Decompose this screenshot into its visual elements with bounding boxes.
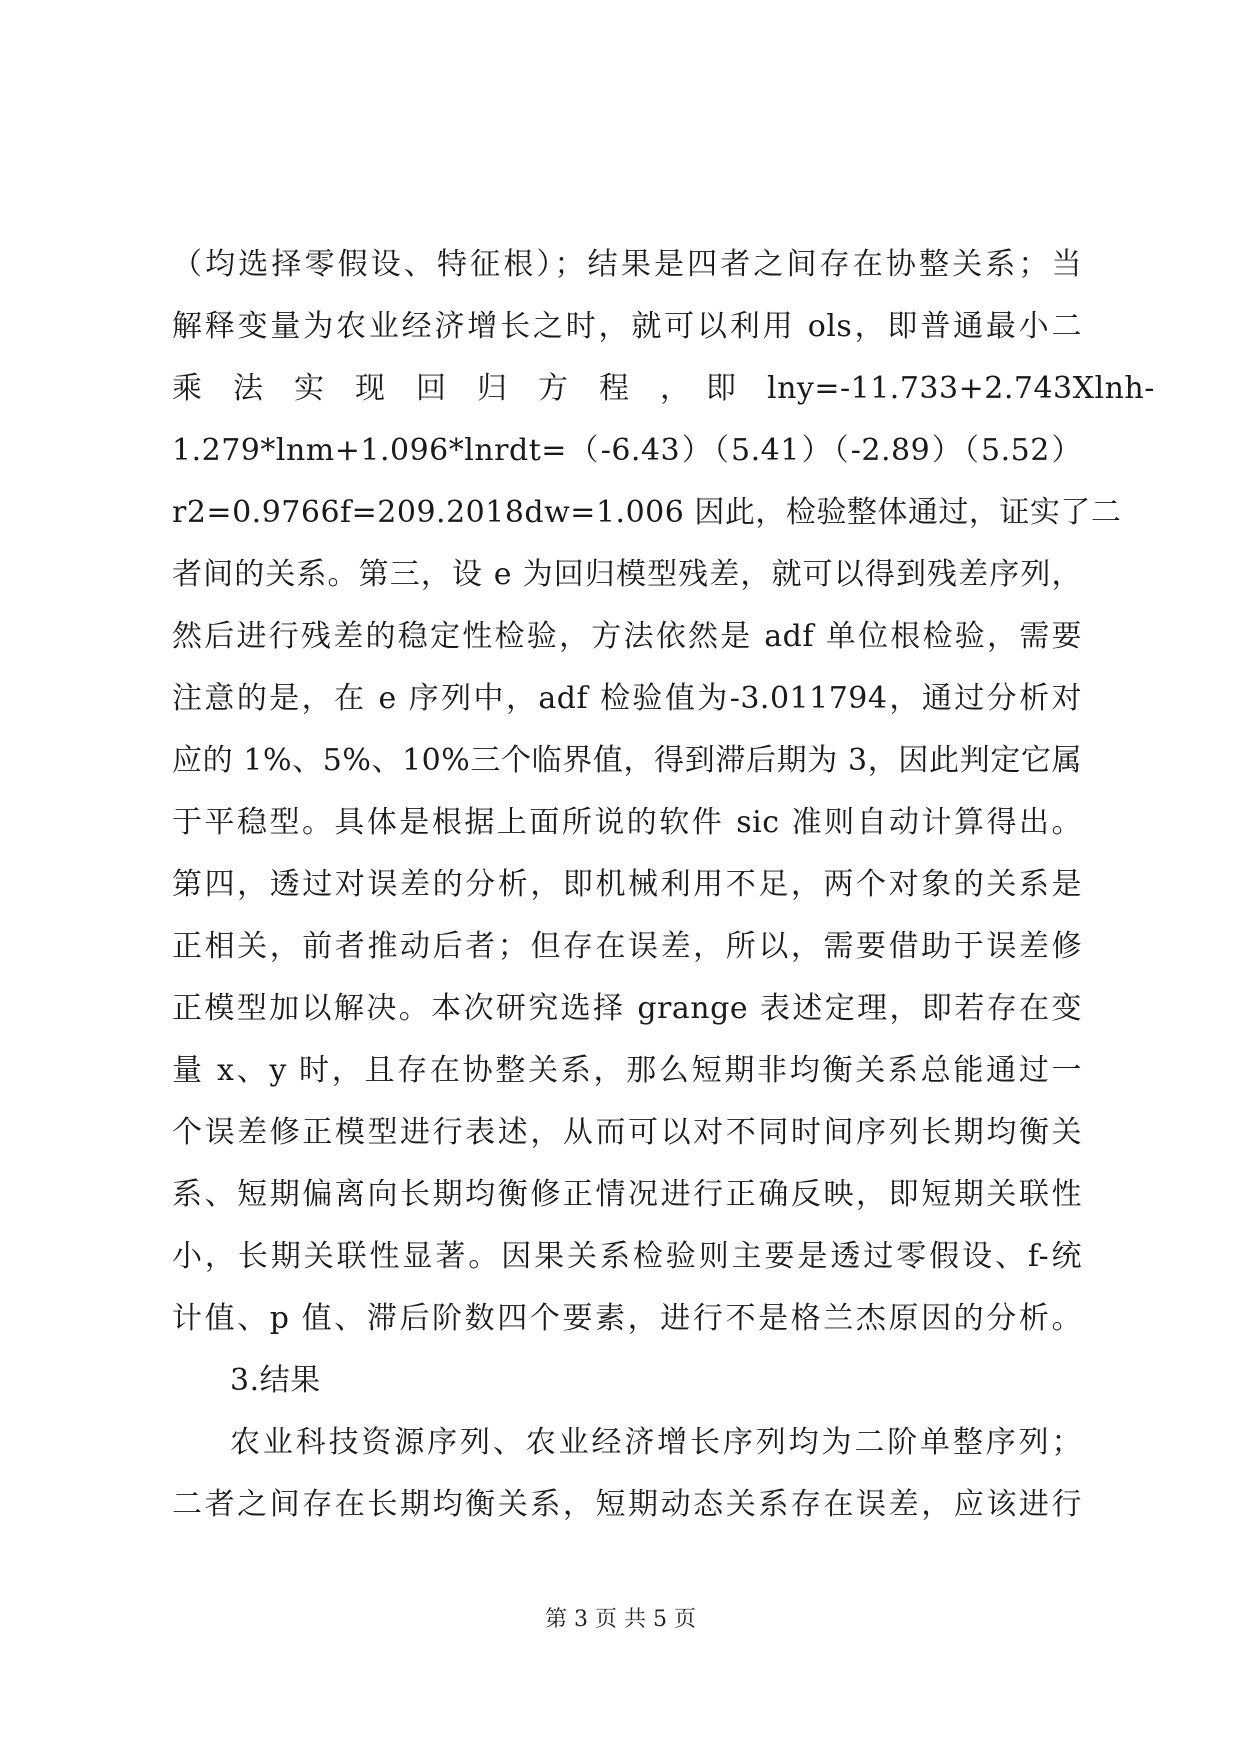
text-line: 系、短期偏离向长期均衡修正情况进行正确反映，即短期关联性 <box>172 1177 1082 1212</box>
text-line: 应的 1%、5%、10%三个临界值，得到滞后期为 3，因此判定它属 <box>172 743 1082 778</box>
text-line: 个误差修正模型进行表述，从而可以对不同时间序列长期均衡关 <box>172 1115 1082 1150</box>
text-line: 解释变量为农业经济增长之时，就可以利用 ols，即普通最小二 <box>172 309 1082 344</box>
text-line: 第四，透过对误差的分析，即机械利用不足，两个对象的关系是 <box>172 867 1082 902</box>
text-line: 注意的是，在 e 序列中，adf 检验值为-3.011794，通过分析对 <box>172 681 1082 716</box>
text-line: 正模型加以解决。本次研究选择 grange 表述定理，即若存在变 <box>172 991 1082 1026</box>
text-line: 正相关，前者推动后者；但存在误差，所以，需要借助于误差修 <box>172 929 1082 964</box>
text-line: 然后进行残差的稳定性检验，方法依然是 adf 单位根检验，需要 <box>172 619 1082 654</box>
text-line: 小，长期关联性显著。因果关系检验则主要是透过零假设、f-统 <box>172 1239 1082 1274</box>
text-line: （均选择零假设、特征根）；结果是四者之间存在协整关系；当 <box>172 247 1082 282</box>
text-line: 量 x、y 时，且存在协整关系，那么短期非均衡关系总能通过一 <box>172 1053 1082 1088</box>
section-heading: 3.结果 <box>230 1363 321 1398</box>
text-line: 农业科技资源序列、农业经济增长序列均为二阶单整序列； <box>230 1425 1082 1460</box>
body-text <box>172 234 1155 1536</box>
text-line: 者间的关系。第三，设 e 为回归模型残差，就可以得到残差序列， <box>172 557 1082 592</box>
text-line: 于平稳型。具体是根据上面所说的软件 sic 准则自动计算得出。 <box>172 805 1082 840</box>
page-number-footer: 第 3 页 共 5 页 <box>545 1607 696 1632</box>
text-line: 乘 法 实 现 回 归 方 程 ， 即 lny=-11.733+2.743Xlnh- <box>172 371 1155 406</box>
text-line: r2=0.9766f=209.2018dw=1.006 因此，检验整体通过，证实了二 <box>172 495 1122 530</box>
text-line: 1.279*lnm+1.096*lnrdt=（-6.43）（5.41）（-2.89）（5.52） <box>172 433 1082 468</box>
text-line: 计值、p 值、滞后阶数四个要素，进行不是格兰杰原因的分析。 <box>172 1301 1082 1336</box>
text-line: 二者之间存在长期均衡关系，短期动态关系存在误差，应该进行 <box>172 1487 1082 1522</box>
